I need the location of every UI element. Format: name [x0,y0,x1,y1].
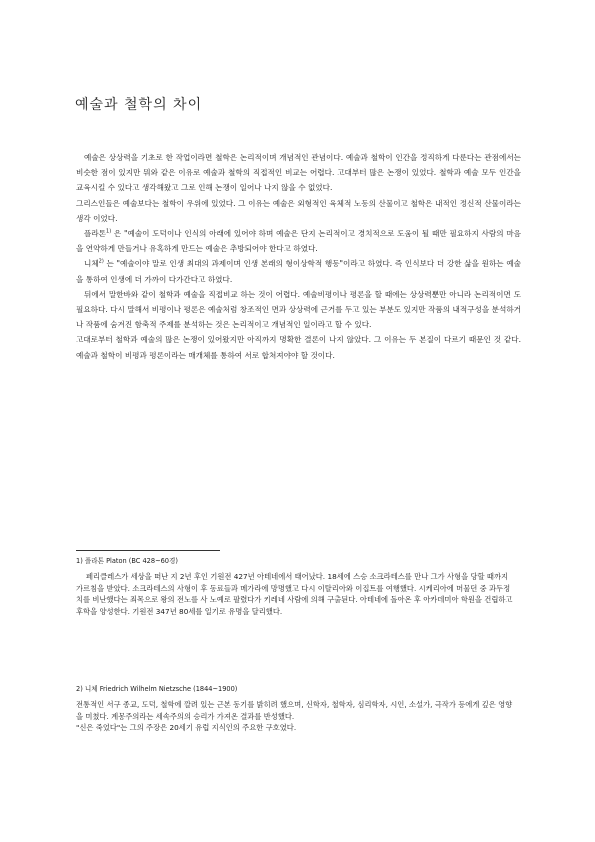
footnote-2-line: 전통적인 서구 종교, 도덕, 철학에 깔려 있는 근본 동기를 밝히려 했으며, 신학자, 철학자, 심리학자, 시인, 소설가, 극작가 등에게 깊은 영향을 미쳤다. 계몽주의라는 세속주의의 승리가 가져온 결과를 반성했다. [76,700,513,721]
paragraph-4-text: 니체$^{2)}$ 는 "예술이야 말로 인생 최대의 과제이며 인생 본래의 형이상학적 행동"이라고 하였다. 즉 인식보다 더 강한 삶을 원하는 예술을 통하여 인생에 더 가까이 다가간다고 하였다. [76,258,521,284]
footnote-2 [76,684,516,734]
footnote-mark: 1) [106,228,112,235]
paragraph-3 [76,226,521,256]
footnote-divider [76,550,220,551]
footnote-mark: 2) [98,258,104,265]
footnote-2-heading: 2) 니체 Friedrich Wilhelm Nietzsche (1844~1900) [76,685,238,693]
paragraph-1: 예술은 상상력을 기초로 한 작업이라면 철학은 논리적이며 개념적인 관념이다. 예술과 철학이 인간을 정직하게 다룬다는 관점에서는 비슷한 점이 있지만 뭐와 같은 이유로 예술과 철학의 직접적인 비교는 어렵다. 고대부터 많은 논쟁이 있었다. 철학과 예술 모두 인간을 교육시킬 수 있다고 생각해왔고 그로 인해 논쟁이 일어나 나지 않을 수 없었다. [76,153,521,193]
footnote-2-line: "신은 죽었다"는 그의 주장은 20세기 유럽 지식인의 주요한 구호였다. [76,723,297,733]
paragraph-5: 뒤에서 말한바와 같이 철학과 예술을 직접비교 하는 것이 어렵다. 예술비평이나 평론을 할 때에는 상상력뿐만 아니라 논리적이면 도 필요하다. 다시 말해서 비평이나 평론은 예술처럼 창조적인 면과 상상력에 근거를 두고 있는 부분도 있지만 작품의 내적구성을 분석하거나 작품에 숨겨진 함축적 주제를 분석하는 것은 논리적이고 개념적인 일이라고 할 수 있다. [76,289,521,330]
footnote-1-body [76,571,516,617]
paragraph-4 [76,256,521,286]
footnote-1 [76,556,516,617]
document-body [76,150,521,363]
footnote-1-line: 페리클레스가 세상을 떠난 지 2년 후인 기원전 427년 아테네에서 태어났다. 18세에 스승 소크라테스를 만나 그가 사형을 당할 때까지 가르침을 받았다. 소크라테스의 사형이 후 동료들과 메가라에 망명했고 다시 이탈리아와 이집트를 여행했다. 시케리아에 머물던 중 과두정치를 비난했다는 죄목으로 왕의 전노를 사 노예로 팔렸다가 키레네 사람에 의해 구출된다. 아테네에 돌아온 후 아카데미아 학원을 건립하고 후학을 양성한다. 기원전 347년 80세를 일기로 유명을 달리했다. [76,572,513,616]
paragraph-3-text: 플라톤$^{1)}$ 은 "예술이 도덕이나 인식의 아래에 있어야 하며 예술은 단지 논리적이고 경치적으로 도움이 될 때만 필요하지 사람의 마음을 연약하게 만들거나 유혹하게 만드는 예술은 추방되어야 한다고 하였다. [76,228,521,254]
paragraph-6: 고대로부터 철학과 예술의 많은 논쟁이 있어왔지만 아직까지 명확한 결론이 나지 않았다. 그 이유는 두 본질이 다르기 때문인 것 같다. 예술과 철학이 비평과 평론이라는 매개체를 통하여 서로 합쳐져야야 할 것이다. [76,335,521,360]
document-title: 예술과 철학의 차이 [75,97,203,113]
footnote-2-body [76,699,516,733]
footnote-1-heading: 1) 플라톤 Platon (BC 428~60경) [76,557,178,565]
paragraph-2: 그리스인들은 예술보다는 철학이 우위에 있었다. 그 이유는 예술은 외형적인 육체적 노동의 산물이고 철학은 내적인 정신적 산물이라는 생각 이었다. [76,198,521,223]
